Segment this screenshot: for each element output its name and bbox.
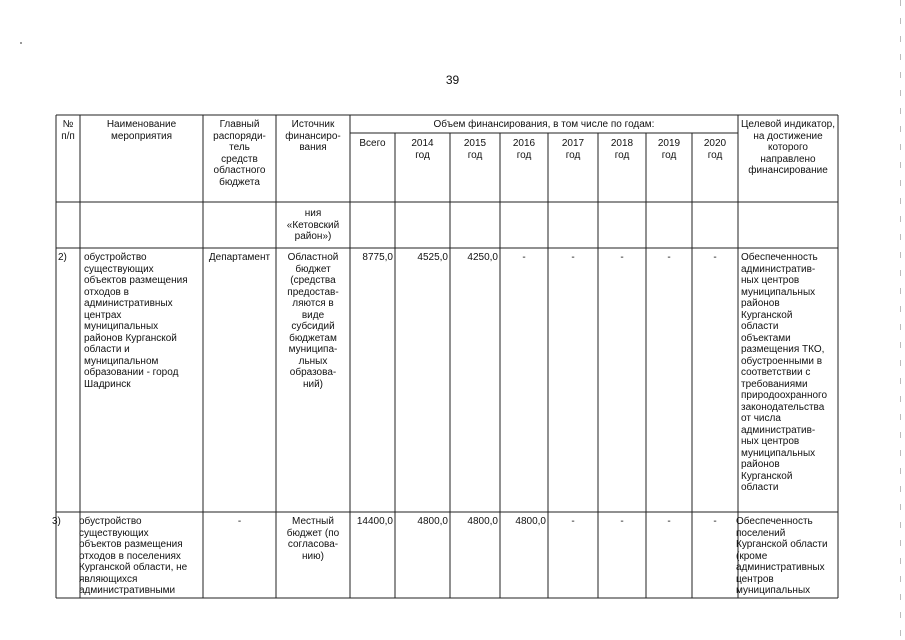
row3-source: Местный бюджет (по согласова- нию): [286, 516, 340, 562]
header-funding-group: Объем финансирования, в том числе по годам:: [433, 119, 655, 130]
header-2015: 2015 год: [463, 138, 487, 161]
row2-source: Областной бюджет (средства предостав- ляются в виде субсидий бюджетам муниципа- льных образова- ний): [287, 252, 339, 390]
row2-indicator: Обеспеченность административ- ных центров муниципальных районов Курганской области объектами размещения ТКО, обустроенными в соответствии с требованиями природоохранного законодательства от числа административ- ных центров муниципальных районов Курганской области: [741, 252, 828, 493]
row2-2019: -: [667, 252, 671, 263]
row2-2017: -: [571, 252, 575, 263]
row3-2018: -: [620, 516, 624, 527]
header-2017: 2017 год: [561, 138, 585, 161]
header-total: Всего: [359, 138, 386, 149]
row3-2020: -: [713, 516, 717, 527]
header-2016: 2016 год: [512, 138, 536, 161]
row2-2018: -: [620, 252, 624, 263]
row3-2014: 4800,0: [417, 516, 448, 527]
row2-manager: Департамент: [208, 252, 271, 263]
row2-2016: -: [522, 252, 526, 263]
row2-2014: 4525,0: [417, 252, 448, 263]
header-num: № п/п: [61, 119, 75, 142]
row3-2016: 4800,0: [515, 516, 546, 527]
row2-name: обустройство существующих объектов размещения отходов в административных центрах муниципальных районов Курганской области и муниципальном образовании - город Шадринск: [84, 252, 188, 390]
header-2014: 2014 год: [411, 138, 434, 161]
page-number: 39: [445, 73, 460, 87]
continuation-source: ния «Кетовский район»): [286, 208, 340, 242]
row3-indicator: Обеспеченность поселений Курганской области (кроме административных центров муниципальных: [736, 516, 828, 596]
header-name: Наименование мероприятия: [106, 119, 177, 142]
header-manager: Главный распоряди- тель средств областного бюджета: [213, 119, 266, 188]
row2-num: 2): [58, 252, 67, 263]
header-2018: 2018 год: [610, 138, 634, 161]
row3-total: 14400,0: [356, 516, 393, 527]
header-2020: 2020 год: [703, 138, 727, 161]
row2-2015: 4250,0: [467, 252, 498, 263]
header-indicator: Целевой индикатор, на достижение которого направлено финансирование: [741, 119, 835, 176]
header-source: Источник финансиро- вания: [285, 119, 341, 153]
row3-2017: -: [571, 516, 575, 527]
row3-2019: -: [667, 516, 671, 527]
row3-manager: -: [237, 516, 242, 527]
row3-2015: 4800,0: [467, 516, 498, 527]
row3-name: обустройство существующих объектов размещения отходов в поселениях Курганской области, не являющихся административными: [79, 516, 188, 596]
row3-num: 3): [52, 516, 61, 527]
row2-total: 8775,0: [362, 252, 393, 263]
header-2019: 2019 год: [657, 138, 681, 161]
row2-2020: -: [713, 252, 717, 263]
